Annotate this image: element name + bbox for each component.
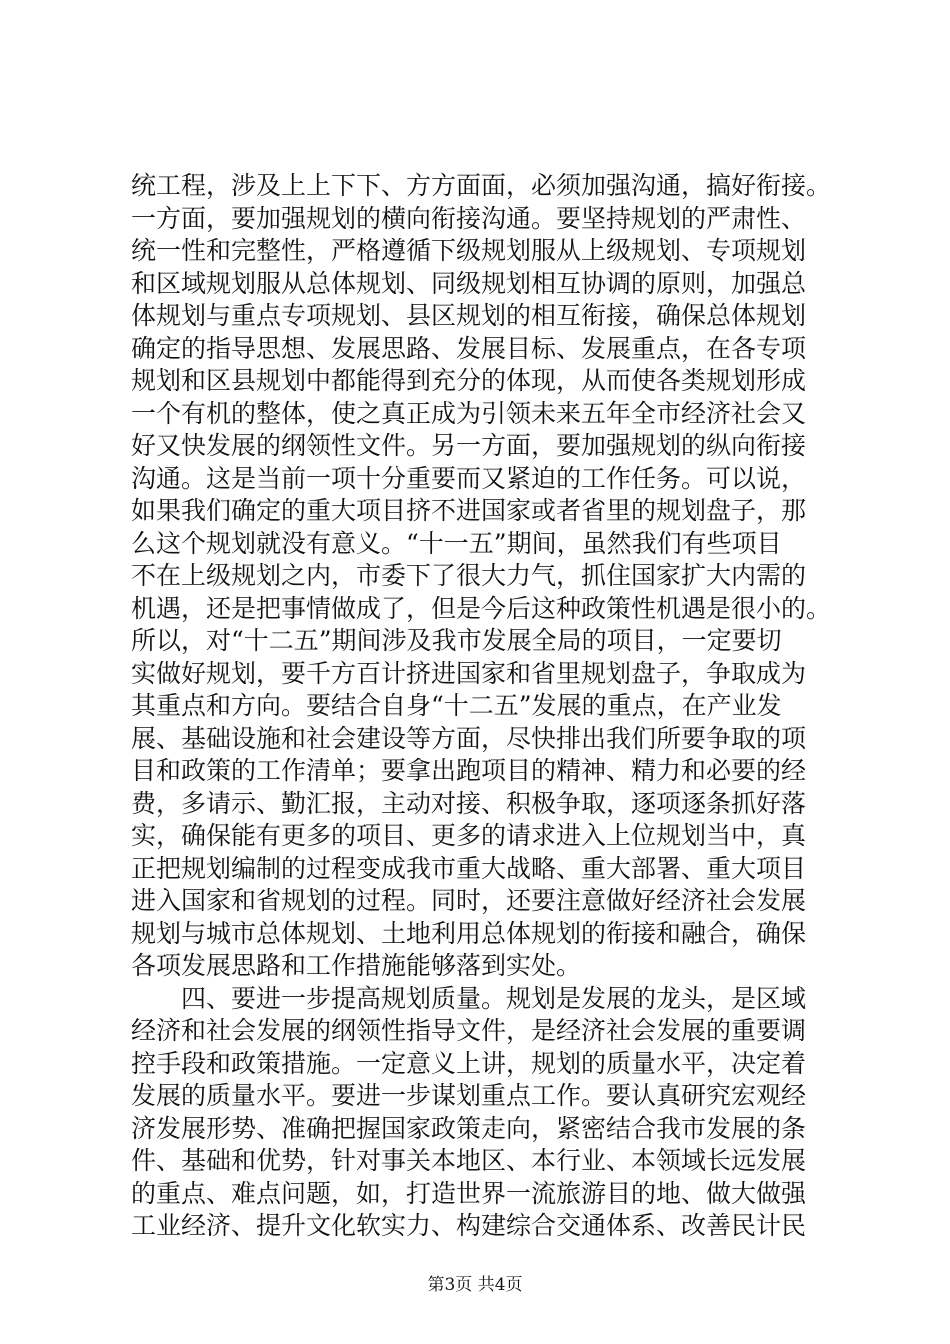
text-line: 的重点、难点问题，如，打造世界一流旅游目的地、做大做强 xyxy=(131,1178,807,1208)
text-line: 费，多请示、勤汇报，主动对接、积极争取，逐项逐条抓好落 xyxy=(131,788,807,818)
text-line: 济发展形势、准确把握国家政策走向，紧密结合我市发展的条 xyxy=(131,1113,807,1143)
text-line: 好又快发展的纲领性文件。另一方面，要加强规划的纵向衔接 xyxy=(131,431,807,460)
text-line: 展、基础设施和社会建设等方面，尽快排出我们所要争取的项 xyxy=(131,723,807,753)
text-line: 机遇，还是把事情做成了，但是今后这种政策性机遇是很小的。 xyxy=(131,593,832,623)
text-line: 经济和社会发展的纲领性指导文件，是经济社会发展的重要调 xyxy=(131,1016,807,1045)
text-line: 进入国家和省规划的过程。同时，还要注意做好经济社会发展 xyxy=(131,886,807,915)
text-line: 体规划与重点专项规划、县区规划的相互衔接，确保总体规划 xyxy=(131,301,807,330)
body-text xyxy=(131,170,831,1243)
text-line: 正把规划编制的过程变成我市重大战略、重大部署、重大项目 xyxy=(131,853,807,883)
text-line: 规划与城市总体规划、土地利用总体规划的衔接和融合，确保 xyxy=(131,918,807,948)
text-line: 实，确保能有更多的项目、更多的请求进入上位规划当中，真 xyxy=(131,821,807,850)
text-line: 目和政策的工作清单；要拿出跑项目的精神、精力和必要的经 xyxy=(131,756,807,785)
text-line: 所以，对“十二五”期间涉及我市发展全局的项目，一定要切 xyxy=(131,626,782,655)
text-line: 和区域规划服从总体规划、同级规划相互协调的原则，加强总 xyxy=(131,268,807,298)
text-line: 其重点和方向。要结合自身“十二五”发展的重点，在产业发 xyxy=(131,691,782,720)
text-line: 么这个规划就没有意义。“十一五”期间，虽然我们有些项目 xyxy=(131,528,782,558)
text-line: 沟通。这是当前一项十分重要而又紧迫的工作任务。可以说， xyxy=(131,463,807,493)
text-line: 实做好规划，要千方百计挤进国家和省里规划盘子，争取成为 xyxy=(131,658,807,688)
text-line: 控手段和政策措施。一定意义上讲，规划的质量水平，决定着 xyxy=(131,1048,807,1078)
text-line: 一方面，要加强规划的横向衔接沟通。要坚持规划的严肃性、 xyxy=(131,203,807,233)
page-number-footer: 第3页 共4页 xyxy=(427,1275,523,1295)
text-line: 各项发展思路和工作措施能够落到实处。 xyxy=(131,951,582,980)
text-line: 规划和区县规划中都能得到充分的体现，从而使各类规划形成 xyxy=(131,366,807,395)
text-line: 统一性和完整性，严格遵循下级规划服从上级规划、专项规划 xyxy=(131,236,807,265)
text-line: 工业经济、提升文化软实力、构建综合交通体系、改善民计民 xyxy=(131,1211,807,1240)
text-line: 件、基础和优势，针对事关本地区、本行业、本领域长远发展 xyxy=(131,1146,807,1175)
text-line: 一个有机的整体，使之真正成为引领未来五年全市经济社会又 xyxy=(131,398,807,428)
text-line: 不在上级规划之内，市委下了很大力气，抓住国家扩大内需的 xyxy=(131,561,807,590)
text-line: 统工程，涉及上上下下、方方面面，必须加强沟通，搞好衔接。 xyxy=(131,171,832,200)
text-line: 发展的质量水平。要进一步谋划重点工作。要认真研究宏观经 xyxy=(131,1081,807,1110)
text-line: 确定的指导思想、发展思路、发展目标、发展重点，在各专项 xyxy=(131,333,807,363)
text-line: 如果我们确定的重大项目挤不进国家或者省里的规划盘子，那 xyxy=(131,496,807,525)
paragraph-first-line: 四、要进一步提高规划质量。规划是发展的龙头，是区域 xyxy=(181,983,807,1013)
